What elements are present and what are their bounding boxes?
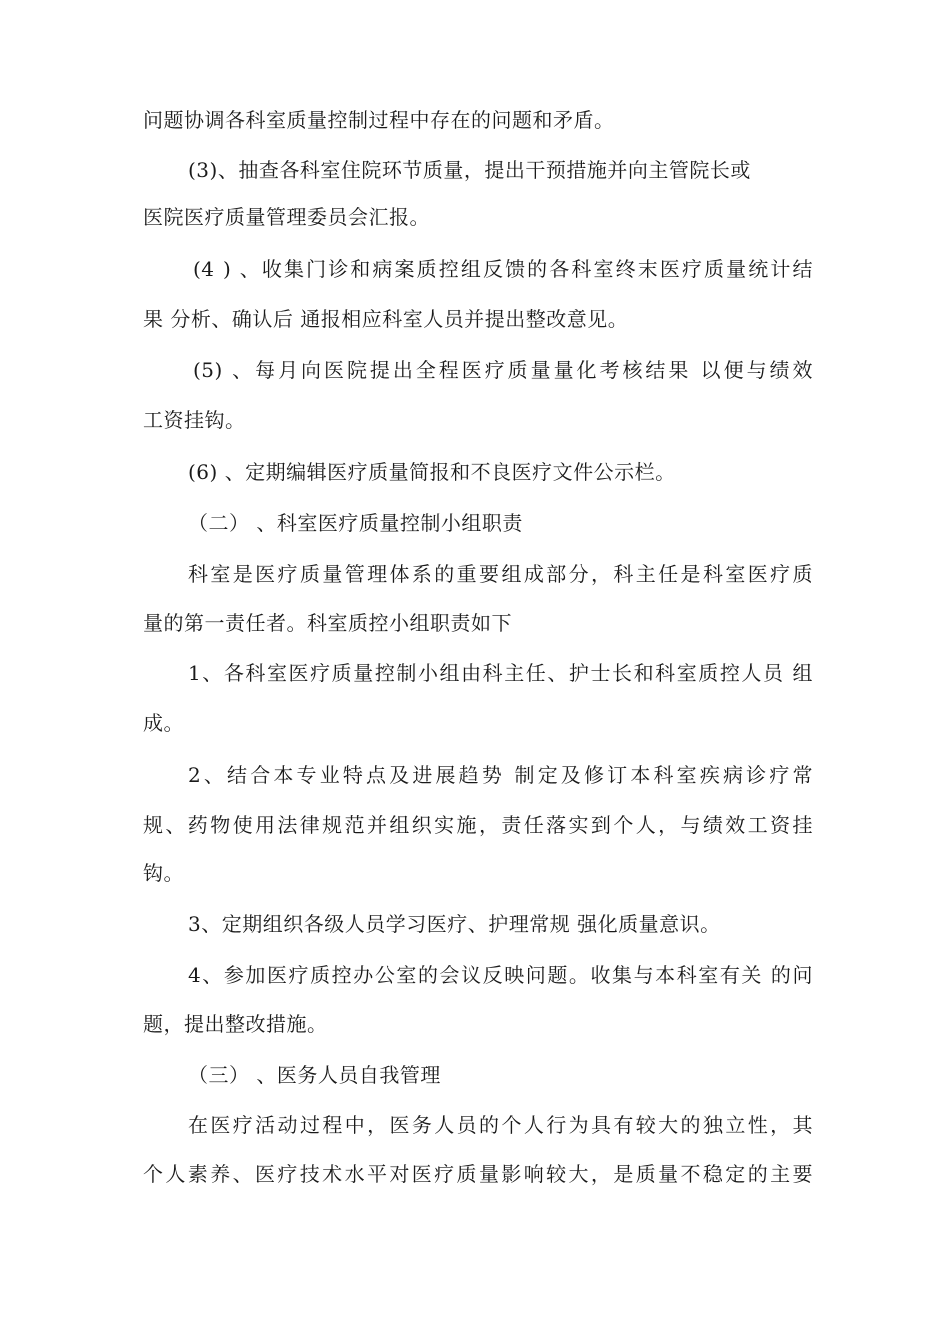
text-line-15: 规、药物使用法律规范并组织实施，责任落实到个人，与绩效工资挂 xyxy=(143,813,813,837)
text-line-5: 果 分析、确认后 通报相应科室人员并提出整改意见。 xyxy=(143,307,629,331)
text-line-10: 科室是医疗质量管理体系的重要组成部分，科主任是科室医疗质 xyxy=(188,562,813,586)
text-line-13: 成。 xyxy=(143,711,184,735)
text-line-4: (4 ) 、收集门诊和病案质控组反馈的各科室终末医疗质量统计结 xyxy=(193,257,813,281)
text-line-8: (6) 、定期编辑医疗质量简报和不良医疗文件公示栏。 xyxy=(188,460,676,484)
text-line-16: 钩。 xyxy=(143,861,184,885)
text-line-22: 个人素养、医疗技术水平对医疗质量影响较大，是质量不稳定的主要 xyxy=(143,1162,813,1186)
text-line-17: 3、定期组织各级人员学习医疗、护理常规 强化质量意识。 xyxy=(188,912,721,936)
text-line-21: 在医疗活动过程中，医务人员的个人行为具有较大的独立性，其 xyxy=(188,1113,813,1137)
text-line-19: 题，提出整改措施。 xyxy=(143,1012,328,1036)
section-heading-2: （二） 、科室医疗质量控制小组职责 xyxy=(188,511,523,535)
text-line-11: 量的第一责任者。科室质控小组职责如下 xyxy=(143,611,512,635)
section-heading-3: （三） 、医务人员自我管理 xyxy=(188,1063,441,1087)
text-line-18: 4、参加医疗质控办公室的会议反映问题。收集与本科室有关 的问 xyxy=(188,963,813,987)
text-line-7: 工资挂钩。 xyxy=(143,408,246,432)
text-line-3: 医院医疗质量管理委员会汇报。 xyxy=(143,205,430,229)
text-line-2: (3)、抽查各科室住院环节质量，提出干预措施并向主管院长或 xyxy=(188,158,751,182)
text-line-14: 2、结合本专业特点及进展趋势 制定及修订本科室疾病诊疗常 xyxy=(188,763,813,787)
text-line-1: 问题协调各科室质量控制过程中存在的问题和矛盾。 xyxy=(143,108,615,132)
text-line-6: (5) 、每月向医院提出全程医疗质量量化考核结果 以便与绩效 xyxy=(193,358,813,382)
text-line-12: 1、各科室医疗质量控制小组由科主任、护士长和科室质控人员 组 xyxy=(188,661,813,685)
